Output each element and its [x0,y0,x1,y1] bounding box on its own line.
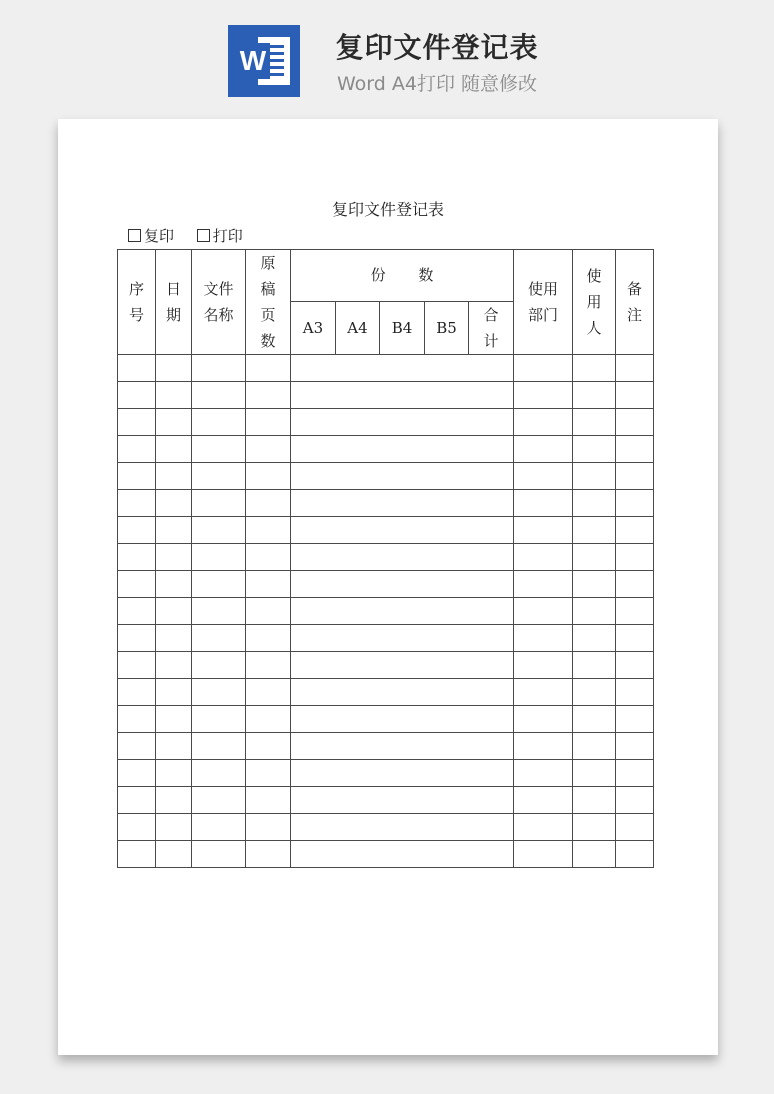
cell-serial[interactable] [118,517,156,544]
cell-user[interactable] [573,463,616,490]
cell-serial[interactable] [118,841,156,868]
word-document-icon [228,25,300,97]
cell-copies[interactable] [291,463,514,490]
cell-department[interactable] [514,787,573,814]
cell-department[interactable] [514,598,573,625]
cell-department[interactable] [514,760,573,787]
col-department: 使用部门 [514,250,573,355]
cell-date[interactable] [156,544,192,571]
cell-copies[interactable] [291,652,514,679]
table-row [118,382,654,409]
cell-copies[interactable] [291,679,514,706]
cell-file-name[interactable] [192,436,246,463]
cell-remarks[interactable] [616,436,654,463]
cell-file-name[interactable] [192,679,246,706]
cell-date[interactable] [156,571,192,598]
cell-original-pages[interactable] [246,814,291,841]
cell-date[interactable] [156,625,192,652]
cell-user[interactable] [573,544,616,571]
cell-original-pages[interactable] [246,598,291,625]
table-row [118,679,654,706]
cell-file-name[interactable] [192,382,246,409]
cell-remarks[interactable] [616,409,654,436]
register-table [117,249,654,868]
cell-copies[interactable] [291,598,514,625]
cell-date[interactable] [156,733,192,760]
cell-original-pages[interactable] [246,544,291,571]
cell-remarks[interactable] [616,517,654,544]
cell-remarks[interactable] [616,598,654,625]
cell-user[interactable] [573,733,616,760]
cell-remarks[interactable] [616,463,654,490]
option-copy-label: 复印 [144,227,175,245]
cell-serial[interactable] [118,571,156,598]
cell-file-name[interactable] [192,517,246,544]
cell-serial[interactable] [118,625,156,652]
cell-date[interactable] [156,490,192,517]
cell-file-name[interactable] [192,760,246,787]
cell-original-pages[interactable] [246,652,291,679]
cell-serial[interactable] [118,463,156,490]
cell-remarks[interactable] [616,733,654,760]
cell-remarks[interactable] [616,544,654,571]
cell-copies[interactable] [291,625,514,652]
cell-remarks[interactable] [616,355,654,382]
cell-remarks[interactable] [616,382,654,409]
table-row [118,544,654,571]
cell-original-pages[interactable] [246,355,291,382]
cell-remarks[interactable] [616,706,654,733]
cell-file-name[interactable] [192,787,246,814]
cell-remarks[interactable] [616,814,654,841]
cell-serial[interactable] [118,760,156,787]
cell-original-pages[interactable] [246,625,291,652]
table-row [118,625,654,652]
cell-serial[interactable] [118,598,156,625]
table-row [118,814,654,841]
cell-original-pages[interactable] [246,841,291,868]
cell-remarks[interactable] [616,679,654,706]
cell-user[interactable] [573,679,616,706]
cell-original-pages[interactable] [246,679,291,706]
header-subtitle: Word A4打印 随意修改 [336,73,537,95]
cell-department[interactable] [514,733,573,760]
copy-checkbox[interactable] [128,229,141,242]
col-remarks: 备注 [616,250,654,355]
document-title: 复印文件登记表 [331,200,444,219]
cell-file-name[interactable] [192,706,246,733]
cell-user[interactable] [573,517,616,544]
table-row [118,571,654,598]
cell-serial[interactable] [118,679,156,706]
cell-department[interactable] [514,544,573,571]
table-row [118,706,654,733]
cell-user[interactable] [573,706,616,733]
table-row [118,760,654,787]
cell-user[interactable] [573,760,616,787]
cell-original-pages[interactable] [246,571,291,598]
cell-original-pages[interactable] [246,490,291,517]
cell-serial[interactable] [118,544,156,571]
cell-copies[interactable] [291,706,514,733]
cell-department[interactable] [514,706,573,733]
cell-user[interactable] [573,436,616,463]
cell-file-name[interactable] [192,463,246,490]
cell-date[interactable] [156,760,192,787]
cell-copies[interactable] [291,436,514,463]
cell-file-name[interactable] [192,625,246,652]
cell-file-name[interactable] [192,814,246,841]
cell-remarks[interactable] [616,625,654,652]
cell-department[interactable] [514,463,573,490]
subcol-a4: A4 [336,302,380,355]
word-w-letter: W [236,43,270,79]
table-row [118,463,654,490]
cell-department[interactable] [514,409,573,436]
cell-original-pages[interactable] [246,517,291,544]
print-type-options [128,225,261,247]
col-user: 使用人 [573,250,616,355]
cell-original-pages[interactable] [246,382,291,409]
cell-serial[interactable] [118,733,156,760]
cell-department[interactable] [514,382,573,409]
cell-remarks[interactable] [616,490,654,517]
cell-original-pages[interactable] [246,463,291,490]
option-print[interactable] [197,225,243,247]
table-row [118,490,654,517]
table-row [118,436,654,463]
cell-date[interactable] [156,706,192,733]
cell-user[interactable] [573,841,616,868]
cell-original-pages[interactable] [246,787,291,814]
cell-serial[interactable] [118,436,156,463]
subcol-b4: B4 [380,302,425,355]
cell-copies[interactable] [291,841,514,868]
cell-date[interactable] [156,652,192,679]
cell-file-name[interactable] [192,598,246,625]
cell-copies[interactable] [291,382,514,409]
table-row [118,409,654,436]
cell-date[interactable] [156,382,192,409]
cell-date[interactable] [156,517,192,544]
cell-department[interactable] [514,490,573,517]
register-table-body [118,355,654,868]
col-serial: 序号 [118,250,156,355]
cell-date[interactable] [156,463,192,490]
cell-user[interactable] [573,652,616,679]
cell-file-name[interactable] [192,490,246,517]
cell-copies[interactable] [291,787,514,814]
cell-serial[interactable] [118,652,156,679]
cell-serial[interactable] [118,490,156,517]
cell-copies[interactable] [291,760,514,787]
print-checkbox[interactable] [197,229,210,242]
cell-department[interactable] [514,814,573,841]
cell-user[interactable] [573,490,616,517]
subcol-b5: B5 [425,302,469,355]
cell-file-name[interactable] [192,841,246,868]
cell-copies[interactable] [291,517,514,544]
cell-file-name[interactable] [192,544,246,571]
cell-user[interactable] [573,787,616,814]
table-row [118,517,654,544]
table-row [118,652,654,679]
cell-date[interactable] [156,355,192,382]
cell-original-pages[interactable] [246,733,291,760]
cell-serial[interactable] [118,382,156,409]
cell-serial[interactable] [118,706,156,733]
cell-serial[interactable] [118,787,156,814]
option-print-label: 打印 [212,227,243,245]
cell-original-pages[interactable] [246,436,291,463]
table-row [118,841,654,868]
cell-department[interactable] [514,571,573,598]
cell-department[interactable] [514,625,573,652]
cell-original-pages[interactable] [246,760,291,787]
cell-copies[interactable] [291,355,514,382]
cell-remarks[interactable] [616,841,654,868]
table-row [118,598,654,625]
cell-serial[interactable] [118,409,156,436]
subcol-total: 合计 [469,302,514,355]
cell-original-pages[interactable] [246,706,291,733]
cell-date[interactable] [156,841,192,868]
cell-department[interactable] [514,679,573,706]
cell-file-name[interactable] [192,571,246,598]
cell-original-pages[interactable] [246,409,291,436]
cell-user[interactable] [573,382,616,409]
col-copies: 份 数 [291,250,514,302]
cell-date[interactable] [156,598,192,625]
cell-department[interactable] [514,517,573,544]
cell-file-name[interactable] [192,733,246,760]
cell-department[interactable] [514,355,573,382]
col-original-pages: 原稿页数 [246,250,291,355]
cell-user[interactable] [573,409,616,436]
cell-department[interactable] [514,436,573,463]
table-row [118,355,654,382]
cell-copies[interactable] [291,814,514,841]
cell-serial[interactable] [118,814,156,841]
cell-copies[interactable] [291,733,514,760]
cell-remarks[interactable] [616,652,654,679]
subcol-a3: A3 [291,302,336,355]
cell-copies[interactable] [291,409,514,436]
cell-date[interactable] [156,409,192,436]
cell-user[interactable] [573,355,616,382]
cell-remarks[interactable] [616,760,654,787]
cell-copies[interactable] [291,490,514,517]
header-title: 复印文件登记表 [335,31,539,64]
cell-date[interactable] [156,679,192,706]
cell-department[interactable] [514,841,573,868]
cell-remarks[interactable] [616,787,654,814]
cell-file-name[interactable] [192,355,246,382]
document-page [58,119,718,1055]
table-row [118,733,654,760]
cell-date[interactable] [156,436,192,463]
cell-copies[interactable] [291,544,514,571]
cell-date[interactable] [156,787,192,814]
cell-copies[interactable] [291,571,514,598]
cell-file-name[interactable] [192,409,246,436]
cell-user[interactable] [573,598,616,625]
option-copy[interactable] [128,225,174,247]
cell-user[interactable] [573,814,616,841]
col-file-name: 文件名称 [192,250,246,355]
cell-file-name[interactable] [192,652,246,679]
cell-user[interactable] [573,625,616,652]
col-date: 日期 [156,250,192,355]
cell-date[interactable] [156,814,192,841]
cell-remarks[interactable] [616,571,654,598]
cell-serial[interactable] [118,355,156,382]
table-row [118,787,654,814]
page-header [0,0,774,118]
cell-department[interactable] [514,652,573,679]
cell-user[interactable] [573,571,616,598]
